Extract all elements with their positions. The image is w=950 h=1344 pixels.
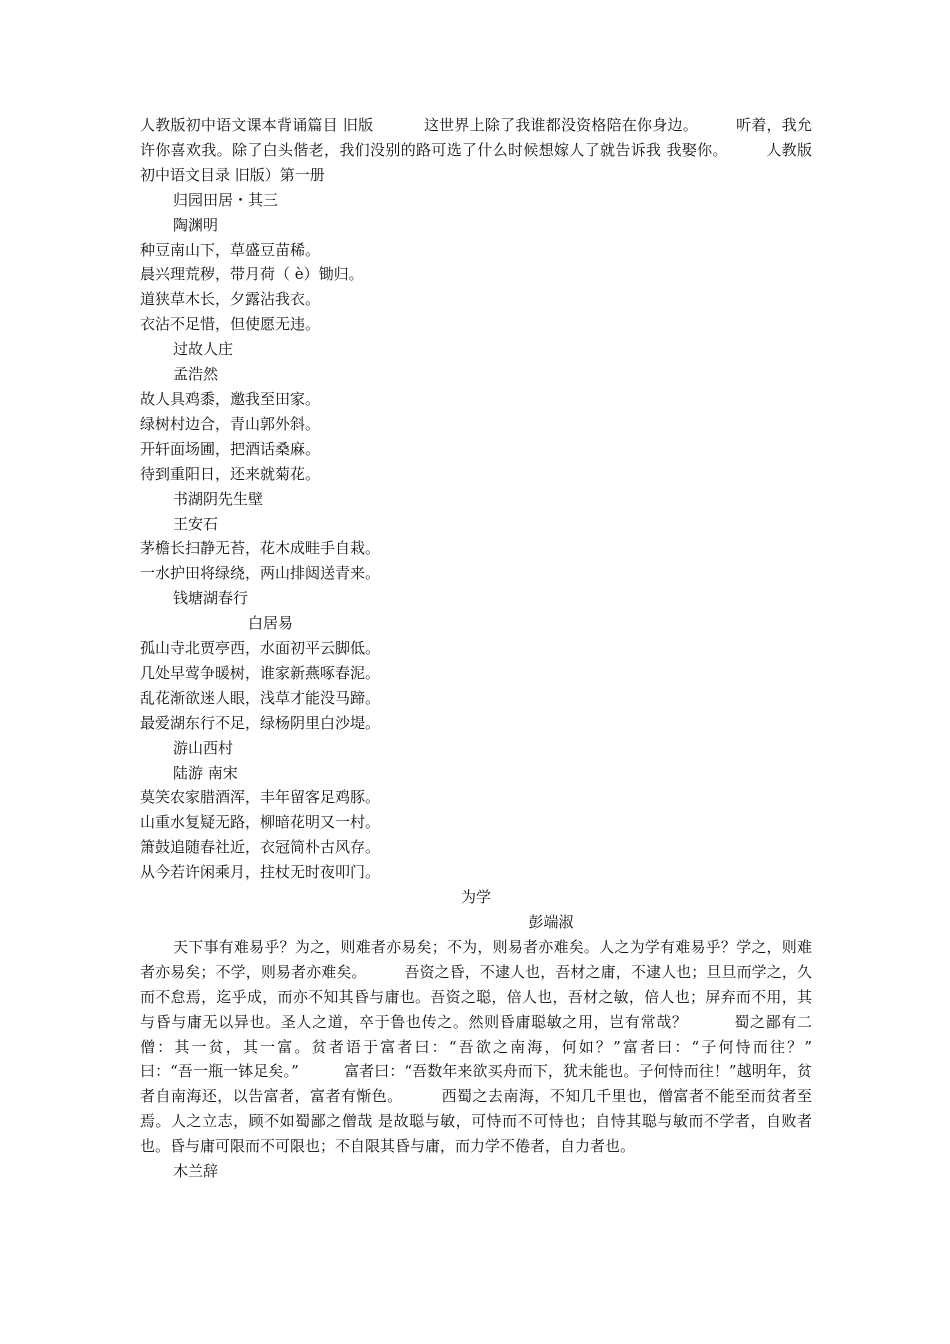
- poem-3: [140, 487, 812, 587]
- poem-line: 最爱湖东行不足，绿杨阴里白沙堤。: [140, 713, 381, 732]
- poem-line: 乱花渐欲迷人眼，浅草才能没马蹄。: [140, 688, 381, 707]
- poem-line: 一水护田将绿绕，两山排闼送青来。: [140, 564, 381, 583]
- poem-author: 白居易: [248, 614, 294, 633]
- essay-title: 为学: [460, 888, 491, 907]
- poem-1: [140, 188, 812, 337]
- poem-4: [140, 586, 812, 735]
- poem-line: 晨兴理荒秽，带月荷（ è）锄归。: [140, 265, 364, 284]
- poem-author: 王安石: [173, 514, 219, 533]
- poem-line: 种豆南山下，草盛豆苗稀。: [140, 240, 321, 259]
- poem-5: [140, 736, 812, 885]
- essay: [140, 885, 858, 1159]
- next-section-title: 木兰辞: [173, 1162, 219, 1181]
- poem-title: 归园田居・其三: [173, 190, 279, 209]
- poem-line: 箫鼓追随春社近，衣冠简朴古风存。: [140, 838, 381, 857]
- poem-line: 待到重阳日，还来就菊花。: [140, 464, 321, 483]
- essay-author: 彭端淑: [528, 913, 574, 931]
- poem-line: 茅檐长扫静无苔，花木成畦手自栽。: [140, 539, 381, 558]
- poem-title: 游山西村: [173, 738, 234, 757]
- poem-line: 从今若许闲乘月，拄杖无时夜叩门。: [140, 863, 381, 882]
- essay-body: 天下事有难易乎？为之，则难者亦易矣；不为，则易者亦难矣。人之为学有难易乎？学之，则难者亦易矣；不学，则易者亦难矣。 吾资之昏，不逮人也，吾材之庸，不逮人也；旦旦而学之，久而不怠焉，迄乎成，而亦不知其昏与庸也。吾资之聪，倍人也，吾材之敏，倍人也；屏弃而不用，其与昏与庸无以异也。圣人之道，卒于鲁也传之。然则昏庸聪敏之用，岂有常哉？ 蜀之鄙有二僧：其一贫，其一富。贫者语于富者曰：“吾欲之南海，何如？”富者曰：“子何恃而往？” 曰：“吾一瓶一钵足矣。” 富者曰：“吾数年来欲买舟而下，犹未能也。子何恃而往！”越明年，贫者自南海还，以告富者，富者有惭色。 西蜀之去南海，不知几千里也，僧富者不能至而贫者至焉。人之立志，顾不如蜀鄙之僧哉 是故聪与敏，可恃而不可恃也；自恃其聪与敏而不学者，自败者也。昏与庸可限而不可限也；不自限其昏与庸，而力学不倦者，自力者也。: [140, 937, 858, 1156]
- poem-line: 山重水复疑无路，柳暗花明又一村。: [140, 813, 381, 832]
- poem-line: 孤山寺北贾亭西，水面初平云脚低。: [140, 639, 381, 658]
- poem-title: 书湖阴先生壁: [173, 489, 264, 508]
- poem-title: 钱塘湖春行: [173, 589, 249, 608]
- poem-author: 孟浩然: [173, 365, 219, 384]
- poem-2: [140, 337, 812, 486]
- document-page: [140, 113, 858, 1184]
- poem-line: 绿树村边合，青山郭外斜。: [140, 414, 321, 433]
- intro-paragraph: 人教版初中语文课本背诵篇目 旧版 这世界上除了我谁都没资格陪在你身边。 听着，我允许你喜欢我。除了白头偕老，我们没别的路可选了什么时候想嫁人了就告诉我 我娶你。 人教版初中语文目录 旧版）第一册: [140, 116, 812, 184]
- poem-line: 故人具鸡黍，邀我至田家。: [140, 389, 321, 408]
- poem-line: 莫笑农家腊酒浑，丰年留客足鸡豚。: [140, 788, 381, 807]
- poem-line: 衣沾不足惜，但使愿无违。: [140, 315, 321, 334]
- poem-line: 道狭草木长，夕露沾我衣。: [140, 290, 321, 309]
- poem-line: 几处早莺争暖树，谁家新燕啄春泥。: [140, 663, 381, 682]
- poem-line: 开轩面场圃，把酒话桑麻。: [140, 439, 321, 458]
- poem-author: 陶渊明: [173, 215, 219, 234]
- poem-author: 陆游 南宋: [173, 763, 238, 782]
- poem-title: 过故人庄: [173, 340, 234, 359]
